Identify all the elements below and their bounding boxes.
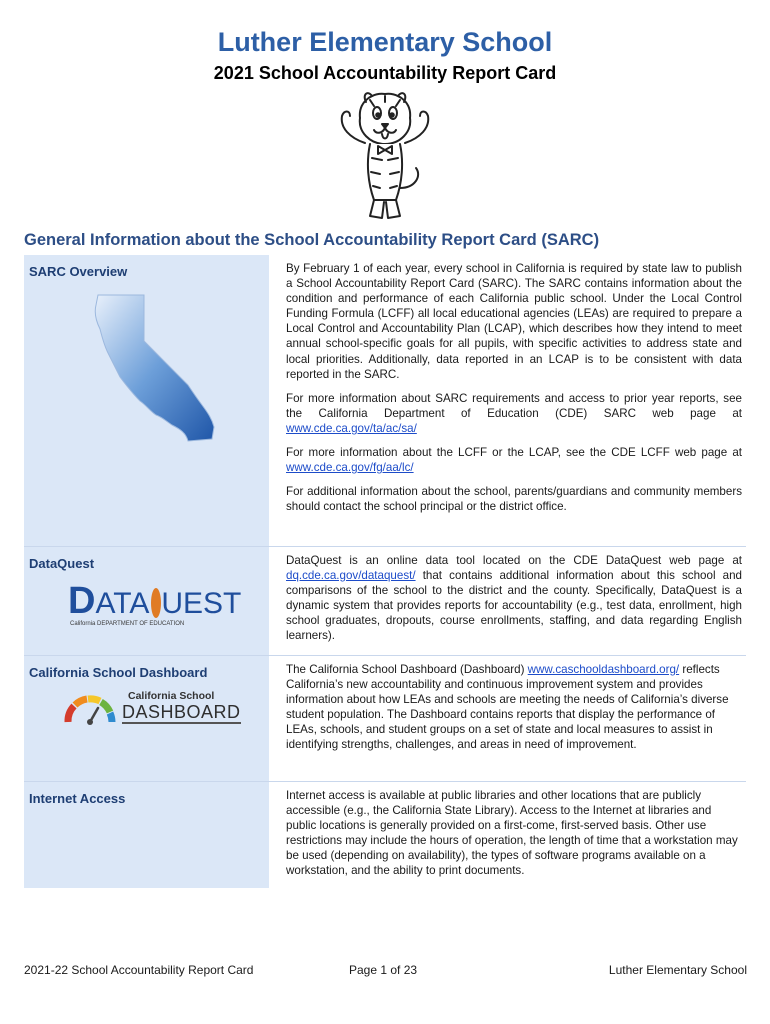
sarc-overview-text [269, 255, 746, 546]
dataquest-logo-d: D [68, 580, 96, 622]
footer-left: 2021-22 School Accountability Report Card [24, 963, 254, 977]
sarc-overview-paragraph-1: By February 1 of each year, every school in California is required by state law to publish a School Accountability Report Card (SARC). The SARC contains information about the condition and performance of each California public school. Under the Local Control Funding Formula (LCFF) all local educational agencies (LEAs) are required to prepare a Local Control and Accountability Plan (LCAP), which describes how they intend to meet annual school-specific goals for all pupils, with specific activities to address state and local priorities. Additionally, data reported in an LCAP is to be consistent with data reported in the SARC. [286, 262, 742, 381]
dataquest-logo-sub: California DEPARTMENT OF EDUCATION [70, 621, 185, 627]
internet-access-text [269, 782, 746, 888]
table-row-dataquest [24, 547, 746, 656]
dataquest-label: DataQuest [29, 556, 95, 571]
report-title: 2021 School Accountability Report Card [213, 63, 557, 83]
table-row-internet-access [24, 782, 746, 888]
dataquest-logo [68, 580, 242, 633]
row-label-cell [24, 255, 269, 546]
dashboard-logo-line1: California School [128, 690, 215, 702]
footer-right: Luther Elementary School [608, 963, 747, 977]
sarc-overview-paragraph-3: For more information about the LCFF or the LCAP, see the CDE LCFF web page at www.cde.ca.gov/fg/aa/lc/ [286, 446, 742, 475]
sarc-web-page-link[interactable]: www.cde.ca.gov/ta/ac/sa/ [286, 421, 417, 435]
dashboard-label: California School Dashboard [29, 665, 208, 680]
section-heading: General Information about the School Accountability Report Card (SARC) [24, 231, 600, 249]
table-row-sarc-overview [24, 255, 746, 547]
dataquest-link[interactable]: dq.cde.ca.gov/dataquest/ [286, 569, 416, 583]
internet-access-paragraph: Internet access is available at public libraries and other locations that are publicly accessible (e.g., the California State Library). Access to the Internet at libraries and public locations is generally provided on a first-come, first-served basis. Other use restrictions may include the hours of operation, the length of time that a workstation may be used (depending on availability), the types of software programs available on a workstation, and the ability to print documents. [286, 789, 738, 878]
internet-access-label: Internet Access [29, 791, 126, 806]
table-row-dashboard [24, 656, 746, 782]
lcff-web-page-link[interactable]: www.cde.ca.gov/fg/aa/lc/ [286, 461, 414, 475]
dashboard-link[interactable]: www.caschooldashboard.org/ [527, 663, 680, 676]
row-label-cell [24, 547, 269, 655]
sarc-info-table [24, 255, 746, 888]
dashboard-logo-line2: DASHBOARD [122, 702, 241, 722]
dataquest-logo-ata: ATA [95, 587, 150, 620]
california-map-icon [92, 293, 218, 443]
dashboard-text [269, 656, 746, 781]
sarc-overview-paragraph-2: For more information about SARC requirements and access to prior year reports, see the California Department of Education (CDE) SARC web page at www.cde.ca.gov/ta/ac/sa/ [286, 391, 742, 435]
tiger-mascot-illustration [330, 88, 440, 223]
row-label-cell [24, 656, 269, 781]
school-name: Luther Elementary School [217, 27, 553, 57]
dataquest-text [269, 547, 746, 655]
sarc-overview-label: SARC Overview [29, 264, 128, 279]
dataquest-paragraph: DataQuest is an online data tool located on the CDE DataQuest web page at dq.cde.ca.gov/dataquest/ that contains additional information about this school and comparisons of the school to the district and the county. Specifically, DataQuest is a dynamic system that provides reports for accountability (e.g., test data, enrollment, high school graduates, dropouts, course enrollments, staffing, and data regarding English learners). [286, 554, 742, 643]
row-label-cell [24, 782, 269, 888]
dashboard-logo [62, 688, 248, 728]
footer-page-number: Page 1 of 23 [349, 963, 418, 977]
sarc-overview-paragraph-4: For additional information about the school, parents/guardians and community members should contact the school principal or the district office. [286, 485, 742, 514]
dataquest-logo-q-icon [151, 588, 161, 618]
gauge-icon [62, 688, 118, 726]
dashboard-paragraph: The California School Dashboard (Dashboard) www.caschooldashboard.org/ reflects California’s new accountability and continuous improvement system and provides information about how LEAs and schools are meeting the needs of California’s diverse student population. The Dashboard contains reports that display the performance of LEAs, schools, and student groups on a set of state and local measures to assist in identifying strengths, challenges, and areas in need of improvement. [286, 663, 729, 752]
dataquest-logo-uest: UEST [161, 587, 242, 620]
